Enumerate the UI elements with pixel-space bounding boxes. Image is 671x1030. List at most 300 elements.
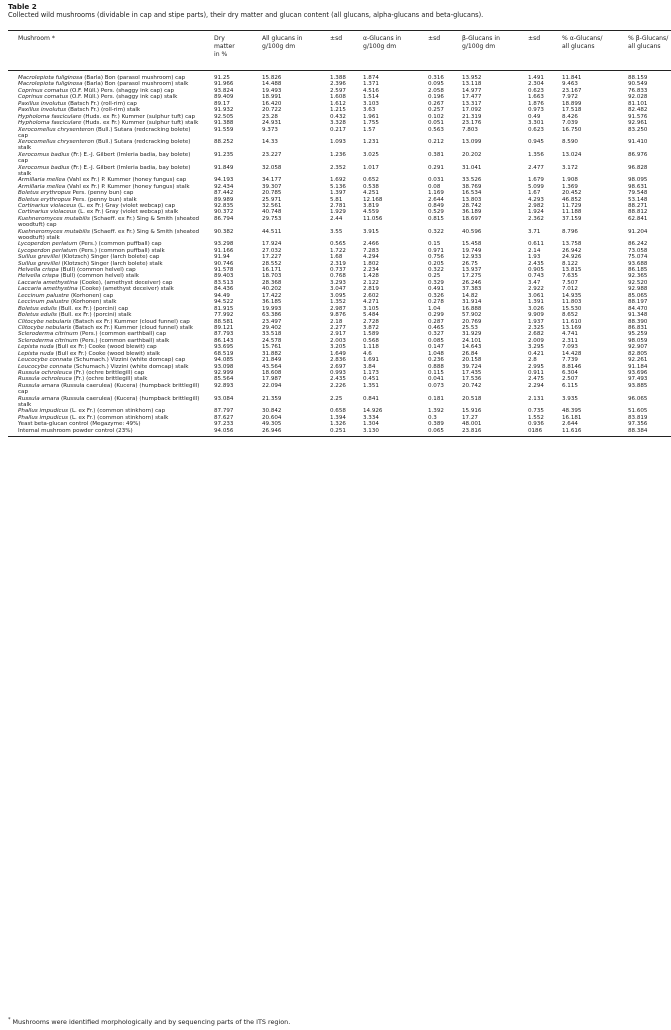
mushroom-name-cell xyxy=(18,293,200,299)
species-name: Russula amara xyxy=(18,395,60,402)
cell-beta-pct: 75.074 xyxy=(628,254,648,261)
cell-alpha-glucans: 4.251 xyxy=(363,190,379,197)
cell-beta-glucans-sd: 2.435 xyxy=(528,260,544,267)
cell-alpha-pct: 8.122 xyxy=(562,260,578,267)
cell-all-glucans: 18.991 xyxy=(262,94,282,101)
species-detail: (Fr.) E.-J. Gilbert (Imleria badia, bay bolete) cap xyxy=(18,151,191,165)
cell-dry-matter: 68.519 xyxy=(214,350,234,357)
species-detail: (Bull. ex Fr.) (porcini) cap xyxy=(56,305,129,312)
header-rule xyxy=(8,70,671,71)
cell-dry-matter: 89.409 xyxy=(214,94,234,101)
mushroom-name-cell xyxy=(18,81,200,87)
cell-beta-pct: 92.907 xyxy=(628,344,648,351)
mushroom-name-cell xyxy=(18,273,200,279)
cell-all-glucans-sd: 1.093 xyxy=(330,139,346,146)
species-name: Helvella crispa xyxy=(18,267,59,273)
cell-alpha-pct: 7.739 xyxy=(562,357,578,364)
cell-all-glucans: 28.552 xyxy=(262,260,282,267)
cell-all-glucans-sd: 2.352 xyxy=(330,164,346,171)
cell-alpha-pct: 23.167 xyxy=(562,87,582,94)
cell-alpha-pct: 7.972 xyxy=(562,94,578,101)
cell-all-glucans-sd: 2.277 xyxy=(330,324,346,331)
cell-alpha-glucans-sd: 0.381 xyxy=(428,151,444,158)
cell-beta-pct: 88.159 xyxy=(628,75,648,81)
cell-all-glucans: 27.032 xyxy=(262,247,282,254)
table-label: Table 2 xyxy=(8,2,37,11)
cell-all-glucans: 20.722 xyxy=(262,107,282,114)
cell-dry-matter: 93.098 xyxy=(214,363,234,370)
species-name: Xerocomellus chrysenteron xyxy=(18,126,95,133)
mushroom-name-cell xyxy=(18,209,200,215)
cell-alpha-pct: 13.815 xyxy=(562,267,582,273)
cell-alpha-pct: 7.093 xyxy=(562,344,578,351)
cell-alpha-glucans: 3.130 xyxy=(363,427,379,434)
cell-alpha-glucans-sd: 2.058 xyxy=(428,87,444,94)
cell-alpha-glucans: 1.231 xyxy=(363,139,379,146)
cell-all-glucans-sd: 1.236 xyxy=(330,151,346,158)
species-name: Hypholoma fasciculare xyxy=(18,113,82,120)
species-detail: (O.F. Müll.) Pers. (shaggy ink cap) cap xyxy=(68,87,175,94)
cell-alpha-glucans: 5.484 xyxy=(363,312,379,319)
mushroom-name-cell xyxy=(18,127,200,140)
cell-beta-glucans-sd: 2.14 xyxy=(528,247,541,254)
species-name: Leucocybe connata xyxy=(18,363,72,370)
cell-beta-pct: 88.390 xyxy=(628,318,648,325)
cell-alpha-glucans: 4.559 xyxy=(363,209,379,216)
cell-beta-glucans: 14.977 xyxy=(462,87,482,94)
cell-beta-glucans-sd: 1.552 xyxy=(528,414,544,421)
species-detail: Internal mushroom powder control (23%) xyxy=(18,427,133,434)
cell-alpha-pct: 11.610 xyxy=(562,318,582,325)
cell-beta-glucans-sd: 4.293 xyxy=(528,196,544,203)
species-detail: (L. ex Fr.) Gray (violet webcap) stalk xyxy=(76,209,179,216)
cell-beta-pct: 82.805 xyxy=(628,350,648,357)
species-name: Scleroderma citrinum xyxy=(18,331,79,338)
cell-beta-pct: 95.259 xyxy=(628,331,648,338)
cell-dry-matter: 91.94 xyxy=(214,254,230,261)
cell-beta-glucans-sd: 2.475 xyxy=(528,376,544,383)
mushroom-name-cell xyxy=(18,383,200,396)
cell-alpha-glucans-sd: 0.267 xyxy=(428,100,444,107)
cell-alpha-glucans-sd: 0.327 xyxy=(428,331,444,338)
cell-beta-glucans: 15.916 xyxy=(462,408,482,415)
cell-beta-pct: 96.828 xyxy=(628,164,648,171)
cell-beta-glucans: 37.383 xyxy=(462,286,482,293)
species-name: Kuehneromyces mutabilis xyxy=(18,228,90,235)
cell-all-glucans-sd: 0.251 xyxy=(330,427,346,434)
cell-dry-matter: 87.793 xyxy=(214,331,234,338)
cell-alpha-glucans: 2.122 xyxy=(363,279,379,286)
cell-all-glucans: 17.422 xyxy=(262,292,282,299)
cell-beta-glucans: 13.937 xyxy=(462,267,482,273)
cell-dry-matter: 93.084 xyxy=(214,395,234,402)
cell-beta-glucans: 12.933 xyxy=(462,254,482,261)
cell-alpha-glucans: 0.841 xyxy=(363,395,379,402)
species-detail: (Fr.) (ochre brittlegill) stalk xyxy=(71,376,148,383)
cell-beta-glucans: 13.317 xyxy=(462,100,482,107)
cell-beta-glucans: 26.246 xyxy=(462,279,482,286)
cell-all-glucans-sd: 1.394 xyxy=(330,414,346,421)
cell-beta-pct: 84.470 xyxy=(628,305,648,312)
species-detail: (Klotzsch) Singer (larch bolete) stalk xyxy=(59,260,163,267)
cell-alpha-glucans: 1.304 xyxy=(363,421,379,428)
cell-alpha-glucans: 3.025 xyxy=(363,151,379,158)
cell-alpha-glucans-sd: 0.25 xyxy=(428,273,441,280)
cell-beta-glucans: 16.888 xyxy=(462,305,482,312)
cell-alpha-glucans: 1.118 xyxy=(363,344,379,351)
cell-beta-pct: 86.185 xyxy=(628,267,648,273)
cell-all-glucans-sd: 2.435 xyxy=(330,376,346,383)
cell-beta-glucans-sd: 1.663 xyxy=(528,94,544,101)
species-detail: (Barla) Bon (parasol mushroom) cap xyxy=(82,75,186,81)
cell-all-glucans-sd: 0.768 xyxy=(330,273,346,280)
cell-all-glucans-sd: 2.396 xyxy=(330,81,346,88)
species-name: Phallus impudicus xyxy=(18,414,69,421)
cell-dry-matter: 90.372 xyxy=(214,209,234,216)
cell-beta-glucans-sd: 2.009 xyxy=(528,337,544,344)
mushroom-name-cell xyxy=(18,286,200,292)
cell-all-glucans-sd: 1.649 xyxy=(330,350,346,357)
cell-alpha-glucans: 3.819 xyxy=(363,203,379,209)
cell-dry-matter: 89.989 xyxy=(214,196,234,203)
cell-beta-glucans: 15.458 xyxy=(462,241,482,248)
cell-alpha-glucans: 2.602 xyxy=(363,292,379,299)
cell-alpha-pct: 13.758 xyxy=(562,241,582,248)
cell-beta-glucans-sd: 0.973 xyxy=(528,107,544,114)
cell-alpha-glucans-sd: 0.971 xyxy=(428,247,444,254)
cell-beta-glucans: 36.189 xyxy=(462,209,482,216)
cell-alpha-glucans-sd: 0.041 xyxy=(428,376,444,383)
cell-beta-glucans: 31.914 xyxy=(462,299,482,306)
cell-dry-matter: 91.849 xyxy=(214,164,234,171)
cell-beta-pct: 91.576 xyxy=(628,113,648,120)
cell-all-glucans: 21.359 xyxy=(262,395,282,402)
cell-beta-glucans: 17.477 xyxy=(462,94,482,101)
mushroom-name-cell xyxy=(18,344,200,350)
cell-alpha-pct: 16.750 xyxy=(562,126,582,133)
cell-alpha-glucans-sd: 0.212 xyxy=(428,139,444,146)
cell-alpha-glucans-sd: 1.048 xyxy=(428,350,444,357)
cell-beta-glucans-sd: 2.8 xyxy=(528,357,537,364)
cell-alpha-glucans: 1.802 xyxy=(363,260,379,267)
cell-alpha-glucans-sd: 0.299 xyxy=(428,312,444,319)
cell-dry-matter: 94.193 xyxy=(214,177,234,184)
species-detail: (Korhonen) cap xyxy=(69,292,114,299)
cell-beta-glucans: 31.929 xyxy=(462,331,482,338)
cell-alpha-glucans-sd: 0.326 xyxy=(428,292,444,299)
cell-alpha-pct: 8.426 xyxy=(562,113,578,120)
cell-beta-glucans-sd: 2.477 xyxy=(528,164,544,171)
cell-beta-glucans-sd: 1.491 xyxy=(528,75,544,81)
cell-beta-pct: 73.058 xyxy=(628,247,648,254)
cell-all-glucans: 9.373 xyxy=(262,126,278,133)
cell-all-glucans-sd: 3.205 xyxy=(330,344,346,351)
cell-all-glucans: 15.826 xyxy=(262,75,282,81)
cell-alpha-pct: 3.172 xyxy=(562,164,578,171)
cell-all-glucans-sd: 3.047 xyxy=(330,286,346,293)
cell-alpha-pct: 14.935 xyxy=(562,292,582,299)
table-row xyxy=(0,216,671,229)
cell-alpha-pct: 4.741 xyxy=(562,331,578,338)
mushroom-name-cell xyxy=(18,190,200,196)
cell-all-glucans-sd: 0.432 xyxy=(330,113,346,120)
cell-alpha-glucans: 1.351 xyxy=(363,382,379,389)
mushroom-name-cell xyxy=(18,248,200,254)
cell-alpha-glucans-sd: 0.322 xyxy=(428,267,444,273)
cell-alpha-glucans: 3.103 xyxy=(363,100,379,107)
cell-beta-glucans-sd: 2.982 xyxy=(528,203,544,209)
cell-alpha-glucans: 2.819 xyxy=(363,286,379,293)
species-name: Clitocybe nebularis xyxy=(18,324,72,331)
cell-all-glucans-sd: 0.658 xyxy=(330,408,346,415)
species-name: Russula amara xyxy=(18,382,60,389)
cell-all-glucans-sd: 2.319 xyxy=(330,260,346,267)
cell-alpha-glucans: 14.926 xyxy=(363,408,383,415)
table-row xyxy=(0,139,671,152)
cell-alpha-glucans: 2.466 xyxy=(363,241,379,248)
cell-all-glucans: 31.882 xyxy=(262,350,282,357)
footnote-text: Mushrooms were identified morphologically and by sequencing parts of the ITS region. xyxy=(12,1018,291,1027)
cell-beta-pct: 88.271 xyxy=(628,203,648,209)
species-name: Coprinus comatus xyxy=(18,94,69,101)
cell-beta-pct: 98.095 xyxy=(628,177,648,184)
cell-beta-glucans-sd: 0.49 xyxy=(528,113,541,120)
cell-all-glucans-sd: 3.328 xyxy=(330,120,346,127)
cell-alpha-glucans: 4.271 xyxy=(363,299,379,306)
cell-all-glucans: 28.368 xyxy=(262,279,282,286)
mushroom-name-cell xyxy=(18,120,200,126)
mushroom-name-cell xyxy=(18,177,200,183)
species-name: Clitocybe nebularis xyxy=(18,318,72,325)
cell-alpha-pct: 2.644 xyxy=(562,421,578,428)
table-body xyxy=(0,75,671,434)
table-caption: Collected wild mushrooms (dividable in cap and stipe parts), their dry matter and glucan content (all glucans, alpha-glucans and beta-glucans). xyxy=(8,11,484,19)
cell-beta-pct: 91.348 xyxy=(628,312,648,319)
cell-alpha-glucans: 3.105 xyxy=(363,305,379,312)
cell-beta-pct: 86.831 xyxy=(628,324,648,331)
cell-alpha-glucans-sd: 0.102 xyxy=(428,113,444,120)
species-name: Coprinus comatus xyxy=(18,87,69,94)
header-mushroom: Mushroom * xyxy=(18,35,55,42)
species-detail: (Bull ex Fr.) Cooke (wood blewit) cap xyxy=(53,344,157,351)
cell-alpha-pct: 24.926 xyxy=(562,254,582,261)
cell-beta-glucans-sd: 0.936 xyxy=(528,421,544,428)
cell-dry-matter: 92.835 xyxy=(214,203,234,209)
cell-beta-glucans: 19.749 xyxy=(462,247,482,254)
cell-all-glucans: 30.842 xyxy=(262,408,282,415)
species-detail: (Bull ex Fr.) Cooke (wood blewit) stalk xyxy=(53,350,160,357)
cell-alpha-pct: 7.507 xyxy=(562,279,578,286)
cell-alpha-glucans-sd: 0.815 xyxy=(428,215,444,222)
species-detail: Pers. (penny bun) stalk xyxy=(70,196,137,203)
cell-beta-pct: 91.204 xyxy=(628,228,648,235)
cell-alpha-pct: 15.530 xyxy=(562,305,582,312)
cell-beta-glucans-sd: 0.743 xyxy=(528,273,544,280)
cell-alpha-pct: 2.507 xyxy=(562,376,578,383)
cell-beta-pct: 62.841 xyxy=(628,215,648,222)
cell-beta-glucans-sd: 1.876 xyxy=(528,100,544,107)
cell-dry-matter: 85.564 xyxy=(214,376,234,383)
cell-alpha-glucans: 1.173 xyxy=(363,370,379,376)
species-name: Boletus edulis xyxy=(18,312,57,319)
cell-all-glucans-sd: 0.565 xyxy=(330,241,346,248)
header-beta-glucans-sd: ±sd xyxy=(528,35,541,42)
species-detail: (Bull.) Sutara (redcracking bolete) stalk xyxy=(18,139,191,152)
top-rule xyxy=(8,30,671,31)
mushroom-name-cell xyxy=(18,267,200,273)
species-detail: (Schaeff. ex Fr.) Sing & Smith (sheated woodtuft) cap xyxy=(18,215,200,229)
cell-all-glucans: 18.703 xyxy=(262,273,282,280)
cell-all-glucans-sd: 1.397 xyxy=(330,190,346,197)
mushroom-name-cell xyxy=(18,357,200,363)
cell-alpha-glucans: 3.334 xyxy=(363,414,379,421)
cell-dry-matter: 92.434 xyxy=(214,183,234,190)
cell-all-glucans: 63.386 xyxy=(262,312,282,319)
cell-alpha-pct: 17.518 xyxy=(562,107,582,114)
cell-dry-matter: 91.966 xyxy=(214,81,234,88)
cell-alpha-glucans-sd: 0.849 xyxy=(428,203,444,209)
cell-dry-matter: 91.559 xyxy=(214,126,234,133)
cell-beta-pct: 85.065 xyxy=(628,292,648,299)
cell-alpha-glucans-sd: 0.888 xyxy=(428,363,444,370)
cell-beta-glucans: 7.803 xyxy=(462,126,478,133)
cell-dry-matter: 87.627 xyxy=(214,414,234,421)
cell-alpha-pct: 11.616 xyxy=(562,427,582,434)
mushroom-name-cell xyxy=(18,312,200,318)
cell-alpha-pct: 8.796 xyxy=(562,228,578,235)
cell-beta-glucans-sd: 9.909 xyxy=(528,312,544,319)
mushroom-name-cell xyxy=(18,331,200,337)
cell-dry-matter: 89.403 xyxy=(214,273,234,280)
header-alpha-pct: % α-Glucans/ all glucans xyxy=(562,35,603,51)
cell-alpha-glucans: 1.691 xyxy=(363,357,379,364)
cell-dry-matter: 88.581 xyxy=(214,318,234,325)
cell-beta-glucans: 17.275 xyxy=(462,273,482,280)
table-row xyxy=(0,229,671,242)
cell-dry-matter: 77.992 xyxy=(214,312,234,319)
mushroom-name-cell xyxy=(18,421,200,427)
cell-all-glucans: 44.511 xyxy=(262,228,282,235)
cell-beta-glucans: 17.27 xyxy=(462,414,478,421)
cell-alpha-glucans-sd: 0.085 xyxy=(428,337,444,344)
cell-beta-pct: 93.696 xyxy=(628,370,648,376)
species-name: Lepista nuda xyxy=(18,344,54,351)
mushroom-name-cell xyxy=(18,229,200,242)
cell-beta-pct: 92.520 xyxy=(628,279,648,286)
cell-alpha-glucans-sd: 0.031 xyxy=(428,177,444,184)
cell-alpha-glucans: 3.84 xyxy=(363,363,376,370)
cell-beta-pct: 92.961 xyxy=(628,120,648,127)
mushroom-name-cell xyxy=(18,94,200,100)
cell-alpha-glucans-sd: 0.147 xyxy=(428,344,444,351)
cell-dry-matter: 87.442 xyxy=(214,190,234,197)
cell-beta-pct: 88.812 xyxy=(628,209,648,216)
species-detail: (Barla) Bon (parasol mushroom) stalk xyxy=(82,81,189,88)
cell-beta-glucans-sd: 0.421 xyxy=(528,350,544,357)
cell-alpha-pct: 1.908 xyxy=(562,177,578,184)
cell-dry-matter: 91.578 xyxy=(214,267,234,273)
cell-dry-matter: 93.298 xyxy=(214,241,234,248)
header-all-glucans: All glucans in g/100g dm xyxy=(262,35,303,51)
cell-alpha-glucans: 3.915 xyxy=(363,228,379,235)
cell-all-glucans-sd: 1.388 xyxy=(330,75,346,81)
cell-alpha-pct: 1.369 xyxy=(562,183,578,190)
cell-beta-pct: 76.833 xyxy=(628,87,648,94)
species-name: Suillus grevillei xyxy=(18,254,60,261)
species-detail: (Bull) (common helvel) cap xyxy=(58,267,136,273)
cell-all-glucans-sd: 0.737 xyxy=(330,267,346,273)
mushroom-name-cell xyxy=(18,254,200,260)
species-name: Paxillus involutus xyxy=(18,100,67,107)
cell-beta-glucans-sd: 2.995 xyxy=(528,363,544,370)
cell-all-glucans-sd: 2.781 xyxy=(330,203,346,209)
species-detail: (Schumach.) Vizzini (white domcap) cap xyxy=(71,357,186,364)
cell-alpha-glucans-sd: 0.329 xyxy=(428,279,444,286)
cell-beta-glucans-sd: 3.301 xyxy=(528,120,544,127)
cell-beta-pct: 81.101 xyxy=(628,100,648,107)
cell-beta-glucans-sd: 3.295 xyxy=(528,344,544,351)
cell-beta-glucans-sd: 0.905 xyxy=(528,267,544,273)
cell-alpha-glucans-sd: 0.257 xyxy=(428,107,444,114)
cell-alpha-glucans-sd: 0.073 xyxy=(428,382,444,389)
cell-beta-glucans: 18.697 xyxy=(462,215,482,222)
cell-alpha-pct: 18.899 xyxy=(562,100,582,107)
cell-all-glucans-sd: 1.612 xyxy=(330,100,346,107)
species-name: Armillaria mellea xyxy=(18,177,66,184)
cell-dry-matter: 88.252 xyxy=(214,139,234,146)
mushroom-name-cell xyxy=(18,75,200,81)
cell-alpha-pct: 8.590 xyxy=(562,139,578,146)
cell-beta-glucans-sd: 3.71 xyxy=(528,228,541,235)
cell-dry-matter: 83.513 xyxy=(214,279,234,286)
cell-alpha-pct: 2.311 xyxy=(562,337,578,344)
species-name: Lepista nuda xyxy=(18,350,54,357)
cell-alpha-glucans-sd: 0.236 xyxy=(428,357,444,364)
cell-beta-pct: 93.688 xyxy=(628,260,648,267)
cell-beta-pct: 92.261 xyxy=(628,357,648,364)
cell-beta-glucans-sd: 0.735 xyxy=(528,408,544,415)
cell-beta-glucans: 25.53 xyxy=(462,324,478,331)
species-detail: (Russula caerulea) (Kucera) (humpback brittlegill) cap xyxy=(18,382,200,396)
cell-alpha-glucans-sd: 0.529 xyxy=(428,209,444,216)
cell-alpha-glucans: 1.755 xyxy=(363,120,379,127)
cell-alpha-glucans: 1.589 xyxy=(363,331,379,338)
cell-all-glucans-sd: 2.18 xyxy=(330,318,343,325)
cell-beta-pct: 83.250 xyxy=(628,126,648,133)
cell-all-glucans-sd: 5.136 xyxy=(330,183,346,190)
cell-alpha-glucans: 7.283 xyxy=(363,247,379,254)
cell-all-glucans-sd: 2.25 xyxy=(330,395,343,402)
cell-alpha-glucans-sd: 0.15 xyxy=(428,241,441,248)
mushroom-name-cell xyxy=(18,101,200,107)
cell-beta-glucans-sd: 0186 xyxy=(528,427,543,434)
cell-alpha-glucans: 12.168 xyxy=(363,196,383,203)
cell-beta-pct: 92.028 xyxy=(628,94,648,101)
cell-alpha-pct: 7.039 xyxy=(562,120,578,127)
cell-alpha-glucans: 1.874 xyxy=(363,75,379,81)
species-detail: (Cooke) (amethyst deceiver) stalk xyxy=(77,286,174,293)
cell-beta-pct: 98.631 xyxy=(628,183,648,190)
cell-alpha-glucans-sd: 0.08 xyxy=(428,183,441,190)
cell-dry-matter: 92.505 xyxy=(214,113,234,120)
cell-all-glucans: 17.227 xyxy=(262,254,282,261)
cell-beta-pct: 92.365 xyxy=(628,273,648,280)
cell-alpha-glucans-sd: 2.644 xyxy=(428,196,444,203)
cell-beta-glucans: 26.84 xyxy=(462,350,478,357)
cell-beta-pct: 53.148 xyxy=(628,196,648,203)
cell-dry-matter: 81.915 xyxy=(214,305,234,312)
species-name: Helvella crispa xyxy=(18,273,59,280)
